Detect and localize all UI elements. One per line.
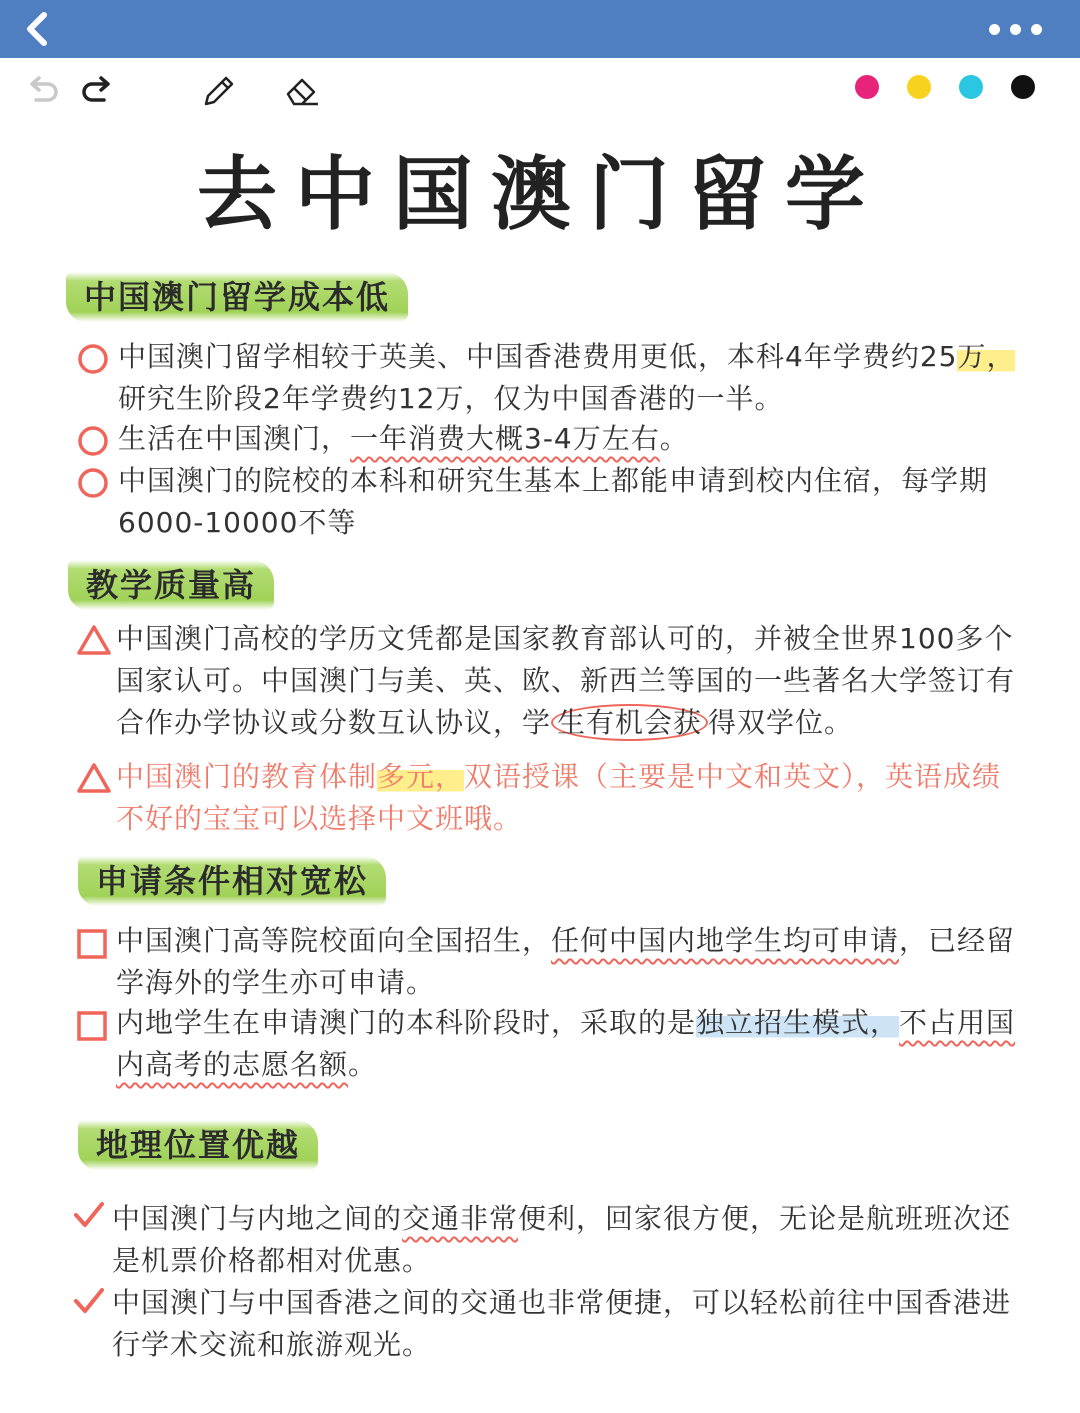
item-text: 中国澳门的院校的本科和研究生基本上都能申请到校内住宿，每学期6000-10000不等 xyxy=(118,464,989,539)
item-text: ，已经留学海外的学生亦可申请。 xyxy=(116,924,1016,999)
redo-icon xyxy=(78,70,118,110)
more-horizontal-icon xyxy=(989,24,1000,35)
top-app-bar xyxy=(0,0,1080,58)
undo-button[interactable] xyxy=(22,70,62,110)
color-swatch-pink[interactable] xyxy=(855,75,879,99)
list-item-highlighted xyxy=(116,756,1028,840)
section-heading-requirements: 申请条件相对宽松 xyxy=(78,856,386,906)
pencil-button[interactable] xyxy=(198,70,238,110)
check-bullet-icon xyxy=(72,1286,106,1320)
triangle-bullet-icon xyxy=(76,624,112,660)
item-text-highlight: 万， xyxy=(957,340,1016,373)
check-bullet-icon xyxy=(72,1200,106,1234)
more-button[interactable] xyxy=(972,14,1042,44)
undo-icon xyxy=(22,70,62,110)
pencil-icon xyxy=(198,70,238,110)
item-text: 研究生阶段2年学费约12万，仅为中国香港的一半。 xyxy=(118,382,784,415)
item-text-underline: 一年消费大概3-4万左右 xyxy=(350,422,660,455)
more-horizontal-icon xyxy=(1010,24,1021,35)
color-swatch-cyan[interactable] xyxy=(959,75,983,99)
item-text-highlight: 独立招生模式， xyxy=(696,1006,900,1039)
list-item xyxy=(118,336,1028,420)
eraser-button[interactable] xyxy=(282,70,322,110)
item-text: 中国澳门与中国香港之间的交通也非常便捷，可以轻松前往中国香港进行学术交流和旅游观光。 xyxy=(112,1286,1012,1361)
item-text-underline: 交通非常 xyxy=(402,1202,519,1235)
circle-bullet-icon xyxy=(76,342,110,380)
back-button[interactable] xyxy=(18,9,58,49)
section-heading-quality: 教学质量高 xyxy=(68,560,274,610)
list-item xyxy=(116,618,1028,744)
eraser-icon xyxy=(282,70,322,110)
square-bullet-icon xyxy=(76,1010,108,1046)
item-text: 双语授课（主要是中文和英文），英语成绩不好的宝宝可以选择中文班哦。 xyxy=(116,760,1002,835)
item-text-circled: 生有机会获 xyxy=(551,704,708,741)
item-text-highlight: 多元， xyxy=(377,760,465,793)
circle-bullet-icon xyxy=(76,424,110,462)
list-item xyxy=(116,1002,1028,1086)
list-item xyxy=(112,1282,1028,1366)
item-text: 中国澳门留学相较于英美、中国香港费用更低，本科4年学费约25 xyxy=(118,340,958,373)
item-text: 。 xyxy=(348,1048,378,1081)
color-swatch-yellow[interactable] xyxy=(907,75,931,99)
item-text: 中国澳门的教育体制 xyxy=(116,760,378,793)
item-text: 便利，回家很方便，无论是航班班次还是机票价格都相对优惠。 xyxy=(112,1202,1012,1277)
section-heading-cost: 中国澳门留学成本低 xyxy=(66,272,408,322)
list-item xyxy=(116,920,1028,1004)
item-text: 中国澳门高校的学历文凭都是国家教育部认可的，并被全世界100多个国家认可。中国澳门与美、英、欧、新西兰等国的一些著名大学签订有合作办学协议或分数互认协议，学 xyxy=(116,622,1016,739)
item-text: 得双学位。 xyxy=(708,706,854,739)
section-heading-location: 地理位置优越 xyxy=(78,1120,318,1170)
item-text-underline: 任何中国内地学生均可申请 xyxy=(551,924,900,957)
item-text: 内地学生在申请澳门的本科阶段时，采取的是 xyxy=(116,1006,697,1039)
chevron-left-icon xyxy=(18,9,58,49)
item-text: 中国澳门与内地之间的 xyxy=(112,1202,403,1235)
item-text: 生活在中国澳门， xyxy=(118,422,351,455)
item-text: 。 xyxy=(659,422,689,455)
square-bullet-icon xyxy=(76,928,108,964)
triangle-bullet-icon xyxy=(76,762,112,798)
color-swatch-black[interactable] xyxy=(1011,75,1035,99)
redo-button[interactable] xyxy=(78,70,118,110)
more-horizontal-icon xyxy=(1031,24,1042,35)
list-item xyxy=(112,1198,1028,1282)
circle-bullet-icon xyxy=(76,466,110,504)
page-title: 去中国澳门留学 xyxy=(197,148,883,241)
item-text: 中国澳门高等院校面向全国招生， xyxy=(116,924,552,957)
item-text-underline: 不占用国内高考的志愿名额 xyxy=(116,1006,1016,1081)
list-item xyxy=(118,418,1028,460)
list-item xyxy=(118,460,1028,544)
